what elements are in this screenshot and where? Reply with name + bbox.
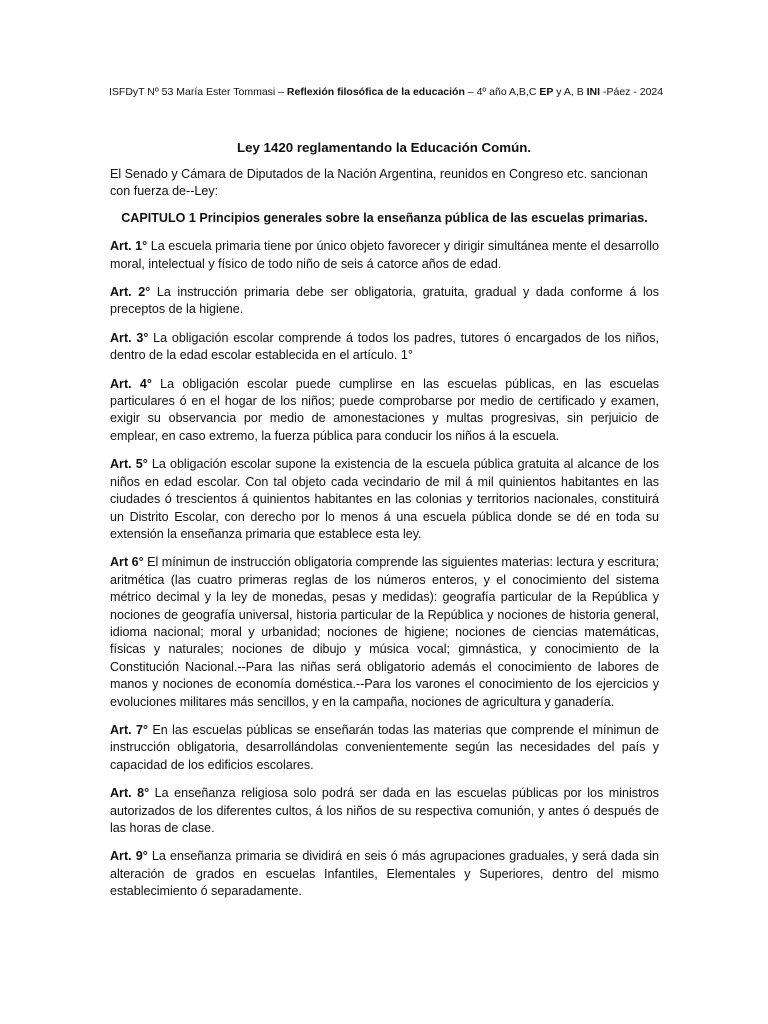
article-text: La enseñanza religiosa solo podrá ser dada en las escuelas públicas por los ministros autorizados de los diferentes cultos, á los niños de su respectiva comunión, y antes ó después de las horas de clase. [110,786,659,835]
article-text: La obligación escolar puede cumplirse en las escuelas públicas, en las escuelas particulares ó en el hogar de los niños; puede comprobarse por medio de certificado y examen, exigir su observancia por medio de amonestaciones y multas progresivas, sin perjuicio de emplear, en caso extremo, la fuerza pública para conducir los niños á la escuela. [110,376,659,443]
header-ini: INI [586,86,601,98]
header-course: Reflexión filosófica de la educación [286,86,465,98]
article-text: La escuela primaria tiene por único objeto favorecer y dirigir simultánea mente el desarrollo moral, intelectual y físico de todo niño de seis á catorce años de edad. [110,239,659,271]
article-label: Art. 1° [110,239,148,254]
article-text: El mínimun de instrucción obligatoria comprende las siguientes materias: lectura y escritura; aritmética (las cuatro primeras reglas de los números enteros, y el conocimiento del sistema métrico decimal y la ley de monedas, pesas y medidas): geografía particular de la República y nociones de geografía universal, historia particular de la República y nociones de historia general, idioma nacional; moral y urbanidad; nociones de higiene; nociones de ciencias matemáticas, físicas y naturales; nociones de dibujo y música vocal; gimnástica, y conocimiento de la Constitución Nacional.--Para las niñas será obligatorio además el conocimiento de labores de manos y nociones de economía doméstica.--Para los varones el conocimiento de los ejercicios y evoluciones militares más sencillos, y en la campaña, nociones de agricultura y ganadería. [110,555,659,709]
header-year: – 4º año A,B,C [464,86,540,98]
article-label: Art 6° [110,555,144,570]
article-text: La instrucción primaria debe ser obligatoria, gratuita, gradual y dada conforme á los preceptos de la higiene. [110,285,659,317]
chapter-heading: CAPITULO 1 Principios generales sobre la enseñanza pública de las escuelas primarias. [121,210,648,225]
article-1 [110,238,659,273]
article-text: La enseñanza primaria se dividirá en seis ó más agrupaciones graduales, y será dada sin alteración de grados en escuelas Infantiles, Elementales y Superiores, dentro del mismo establecimiento ó separadamente. [110,849,660,899]
page-header [109,85,669,99]
article-label: Art. 4° [110,376,152,391]
header-author-year: -Páez - 2024 [600,86,664,98]
article-9 [110,848,659,900]
article-label: Art. 8° [110,786,150,801]
header-sections: y A, B [553,86,587,98]
article-8 [110,785,659,837]
intro-paragraph: El Senado y Cámara de Diputados de la Nación Argentina, reunidos en Congreso etc. sancionan con fuerza de--Ley: [110,167,648,199]
article-label: Art. 9° [110,849,148,864]
article-3 [110,330,659,365]
header-ep: EP [539,86,554,98]
header-institution: ISFDyT Nº 53 María Ester Tommasi – [109,86,287,98]
document-title: Ley 1420 reglamentando la Educación Común. [236,140,532,155]
article-label: Art. 2° [110,285,151,300]
article-label: Art. 5° [110,457,148,472]
article-5 [110,456,659,543]
article-text: La obligación escolar supone la existencia de la escuela pública gratuita al alcance de los niños en edad escolar. Con tal objeto cada vecindario de mil á mil quinientos habitantes en las ciudades ó trescientos á quinientos habitantes en las colonias y territorios nacionales, constituirá un Distrito Escolar, con derecho por lo menos á una escuela pública donde se dé en toda su extensión la enseñanza primaria que establece esta ley. [110,457,659,541]
article-text: En las escuelas públicas se enseñarán todas las materias que comprende el mínimun de instrucción obligatoria, desarrollándolas convenientemente según las necesidades del país y capacidad de los edificios escolares. [110,722,660,772]
article-2 [110,284,659,319]
article-text: La obligación escolar comprende á todos los padres, tutores ó encargados de los niños, dentro de la edad escolar establecida en el artículo. 1° [110,330,659,363]
document-body [110,166,659,912]
article-label: Art. 3° [110,330,149,345]
article-label: Art. 7° [110,722,148,737]
article-6 [110,554,659,711]
article-7 [110,722,659,774]
article-4 [110,376,659,446]
